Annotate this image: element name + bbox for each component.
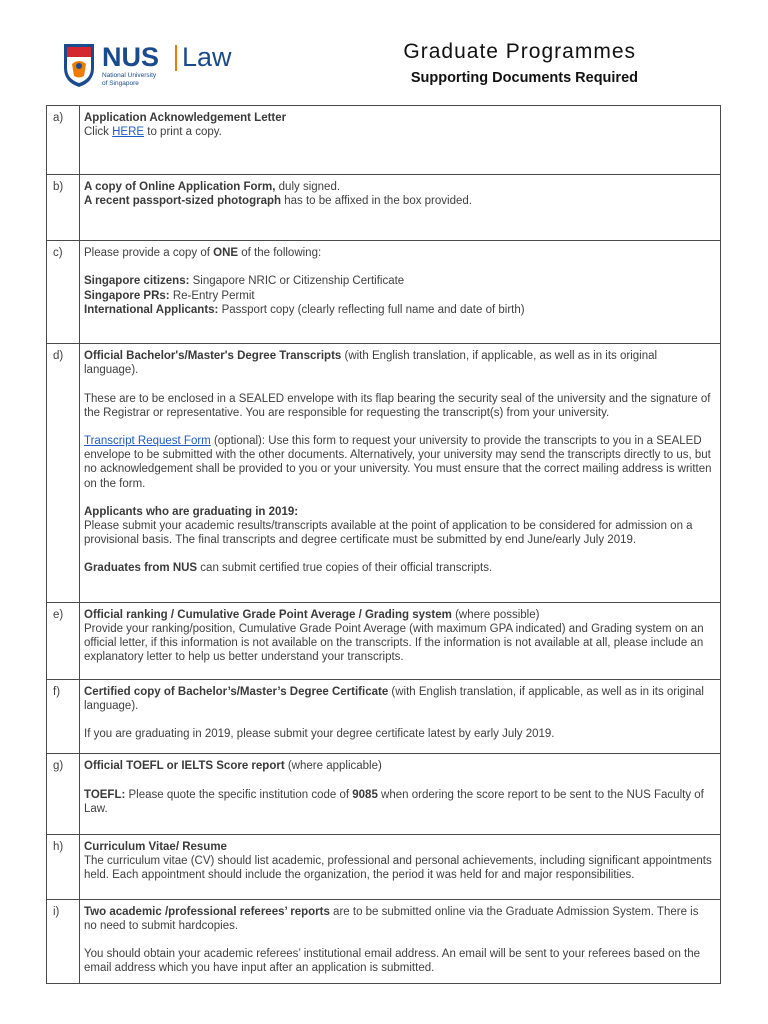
- page-subtitle: Supporting Documents Required: [410, 70, 638, 86]
- row-heading: Official TOEFL or IELTS Score report: [84, 760, 285, 773]
- row-text: Singapore NRIC or Citizenship Certificate: [189, 275, 405, 288]
- row-text: of the following:: [238, 247, 322, 260]
- table-row: [47, 174, 721, 241]
- row-heading: Singapore citizens:: [84, 275, 190, 288]
- row-letter: b): [47, 174, 80, 241]
- row-heading: Official Bachelor's/Master's Degree Transcripts: [84, 350, 342, 363]
- table-row: [47, 834, 721, 899]
- row-text: (where applicable): [284, 760, 382, 773]
- row-heading: A recent passport-sized photograph: [84, 194, 282, 207]
- table-row: [47, 602, 721, 679]
- row-text: when ordering the score report to be sent to the NUS Faculty of Law.: [84, 788, 704, 815]
- row-heading: Two academic /professional referees’ reports: [84, 905, 330, 918]
- row-content: [80, 754, 721, 835]
- row-heading: Graduates from NUS: [84, 562, 198, 575]
- row-heading: Singapore PRs:: [84, 289, 170, 302]
- row-letter: h): [47, 834, 80, 899]
- row-content: [80, 344, 721, 603]
- row-text: (where possible): [451, 608, 540, 621]
- row-text: Please provide a copy of: [84, 247, 214, 260]
- row-text: Please quote the specific institution code of: [125, 788, 353, 801]
- logo-sub-line-2: of Singapore: [102, 80, 139, 87]
- row-text: Re-Entry Permit: [169, 289, 255, 302]
- institution-code: 9085: [352, 788, 378, 801]
- row-heading: Certified copy of Bachelor’s/Master’s Degree Certificate: [84, 685, 389, 698]
- logo-sub-line-1: National University: [102, 72, 157, 79]
- logo-subtitle: [102, 72, 182, 88]
- click-text: Click: [84, 126, 113, 139]
- row-text: Provide your ranking/position, Cumulative Grade Point Average (with maximum GPA indicated) and Grading system on an official letter, if this information is not available on the transcripts. If the information is not available at all, please include an explanatory letter to help us better understand your transcripts.: [84, 623, 704, 664]
- row-content: [80, 174, 721, 241]
- nus-law-logo: [62, 42, 262, 92]
- logo-law-text: Law: [182, 42, 232, 72]
- print-here-link[interactable]: HERE: [112, 126, 145, 139]
- page-title: Graduate Programmes: [403, 40, 636, 63]
- row-letter: e): [47, 602, 80, 679]
- row-text: can submit certified true copies of their official transcripts.: [197, 562, 493, 575]
- row-text: If you are graduating in 2019, please submit your degree certificate latest by early July 2019.: [84, 728, 555, 741]
- row-text: (with English translation, if applicable, as well as in its original language).: [84, 685, 704, 712]
- documents-table: [46, 105, 721, 984]
- row-content: [80, 106, 721, 175]
- row-emphasis: ONE: [213, 247, 239, 260]
- row-letter: a): [47, 106, 80, 175]
- row-text: duly signed.: [275, 180, 341, 193]
- row-heading: Applicants who are graduating in 2019:: [84, 505, 299, 518]
- row-heading: TOEFL:: [84, 788, 126, 801]
- row-letter: d): [47, 344, 80, 603]
- row-letter: i): [47, 899, 80, 984]
- nus-crest-icon: [62, 42, 96, 88]
- table-row: [47, 679, 721, 754]
- row-text: These are to be enclosed in a SEALED envelope with its flap bearing the security seal of the university and the signature of the Registrar or representative. You are responsible for requesting the transcript(s) from your university.: [84, 392, 711, 419]
- row-content: [80, 679, 721, 754]
- page-header: [0, 0, 768, 105]
- row-heading: Curriculum Vitae/ Resume: [84, 840, 227, 853]
- logo-nus-text: NUS: [102, 42, 160, 72]
- row-content: [80, 834, 721, 899]
- row-heading: A copy of Online Application Form,: [84, 180, 276, 193]
- table-row: [47, 754, 721, 835]
- row-text: Passport copy (clearly reflecting full name and date of birth): [218, 303, 525, 316]
- row-text: are to be submitted online via the Graduate Admission System. There is no need to submit hardcopies.: [84, 905, 699, 932]
- transcript-request-form-link[interactable]: Transcript Request Form: [84, 435, 211, 448]
- row-letter: c): [47, 241, 80, 344]
- row-heading: Official ranking / Cumulative Grade Point Average / Grading system: [84, 608, 452, 621]
- row-letter: g): [47, 754, 80, 835]
- row-heading: Application Acknowledgement Letter: [84, 112, 287, 124]
- table-row: [47, 106, 721, 175]
- row-letter: f): [47, 679, 80, 754]
- table-row: [47, 241, 721, 344]
- row-heading: International Applicants:: [84, 303, 219, 316]
- row-content: [80, 899, 721, 984]
- print-copy-text: to print a copy.: [144, 126, 222, 139]
- logo-divider: [175, 45, 177, 71]
- row-text: has to be affixed in the box provided.: [281, 194, 472, 207]
- row-content: [80, 241, 721, 344]
- row-text: (optional): Use this form to request your university to provide the transcripts to you in a SEALED envelope to be submitted with the other documents. Alternatively, your university may send the transcripts directly to us, but no acknowledgement shall be provided to you or your university. You must ensure that the correct mailing address is written on the form.: [84, 435, 712, 490]
- row-text: You should obtain your academic referees’ institutional email address. An email will be sent to your referees based on the email address which you have input after an application is submitted.: [84, 947, 701, 975]
- row-text: Please submit your academic results/transcripts available at the point of application to be considered for admission on a provisional basis. The final transcripts and degree certificate must be submitted by end June/early July 2019.: [84, 520, 693, 547]
- row-text: (with English translation, if applicable, as well as in its original language).: [84, 350, 658, 377]
- row-content: [80, 602, 721, 679]
- table-row: [47, 899, 721, 984]
- row-text: The curriculum vitae (CV) should list academic, professional and personal achievements, including significant appointments held. Each appointment should include the organization, the period it was held for and major responsibilities.: [84, 855, 712, 882]
- table-row: [47, 344, 721, 603]
